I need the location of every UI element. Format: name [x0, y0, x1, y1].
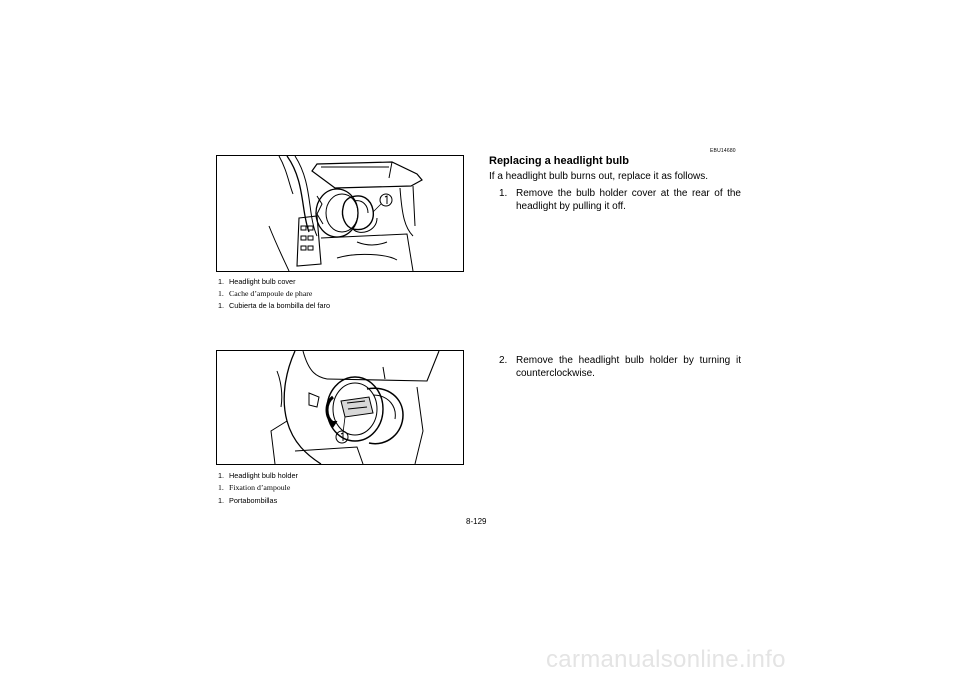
step-1-number: 1. — [499, 188, 508, 199]
section-code: EBU14680 — [710, 148, 736, 154]
step-2-number: 2. — [499, 355, 508, 366]
page-number: 8-129 — [466, 517, 487, 526]
figure-1-caption-fr: 1. Cache d’ampoule de phare — [218, 289, 313, 298]
figure-2-caption-fr: 1. Fixation d’ampoule — [218, 483, 291, 492]
step-1 — [499, 187, 741, 213]
section-intro: If a headlight bulb burns out, replace it as follows. — [489, 171, 709, 182]
step-2-text: Remove the headlight bulb holder by turning it counterclockwise. — [516, 355, 741, 379]
figure-headlight-bulb-cover — [216, 155, 464, 272]
figure-1-caption-en: 1. Headlight bulb cover — [218, 277, 296, 286]
figure-2-caption-es: 1. Portabombillas — [218, 496, 278, 505]
figure-1-caption-es: 1. Cubierta de la bombilla del faro — [218, 301, 330, 310]
section-heading: Replacing a headlight bulb — [489, 155, 629, 167]
figure-2-caption-en: 1. Headlight bulb holder — [218, 471, 298, 480]
step-1-text: Remove the bulb holder cover at the rear of the headlight by pulling it off. — [516, 188, 741, 212]
figure-headlight-bulb-holder — [216, 350, 464, 465]
step-2 — [499, 354, 741, 380]
watermark: carmanualsonline.info — [546, 646, 786, 673]
